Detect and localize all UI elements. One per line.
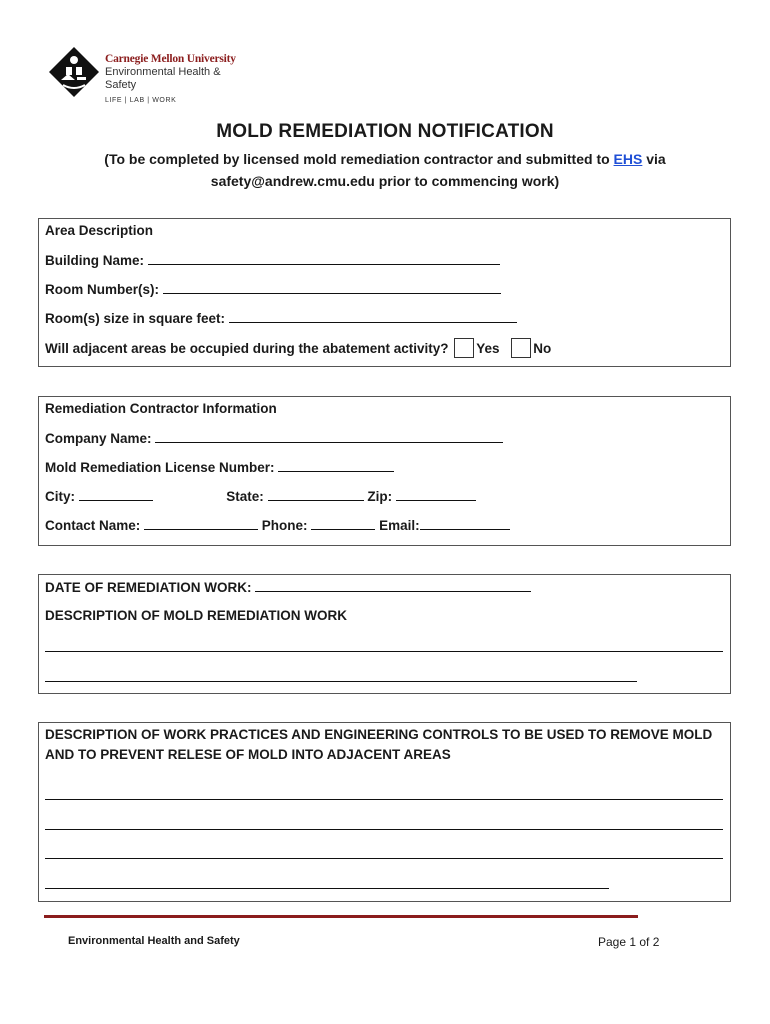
company-name-label: Company Name: (45, 431, 152, 446)
license-number-row (45, 459, 394, 475)
company-name-field[interactable] (155, 430, 503, 443)
work-practices-line-1[interactable] (45, 799, 723, 800)
work-description-line-2[interactable] (45, 681, 637, 682)
room-numbers-field[interactable] (163, 281, 501, 294)
zip-label: Zip: (367, 489, 393, 504)
remediation-date-label: DATE OF REMEDIATION WORK: (45, 580, 252, 595)
cmu-ehs-logo (48, 46, 248, 102)
phone-label: Phone: (261, 518, 308, 533)
contact-name-field[interactable] (144, 517, 258, 530)
adjacent-occupied-question: Will adjacent areas be occupied during the abatement activity? (45, 341, 449, 356)
license-number-label: Mold Remediation License Number: (45, 460, 275, 475)
phone-field[interactable] (311, 517, 375, 530)
work-practices-line-3[interactable] (45, 858, 723, 859)
room-size-field[interactable] (229, 310, 517, 323)
remediation-date-field[interactable] (255, 579, 531, 592)
logo-tagline: LIFE | LAB | WORK (105, 97, 177, 104)
contact-row (45, 517, 510, 533)
work-practices-heading-line-1: DESCRIPTION OF WORK PRACTICES AND ENGINEERING CONTROLS TO BE USED TO REMOVE MOLD (45, 727, 713, 742)
logo-department: Environmental Health & Safety (105, 66, 221, 91)
work-practices-heading-line-2: AND TO PREVENT RELESE OF MOLD INTO ADJACENT AREAS (45, 747, 451, 762)
instructions-email-line: safety@andrew.cmu.edu prior to commencing work) (210, 173, 560, 189)
footer-divider (44, 915, 638, 918)
zip-field[interactable] (396, 488, 476, 501)
work-practices-line-2[interactable] (45, 829, 723, 830)
adjacent-no-label: No (533, 341, 552, 356)
adjacent-no-checkbox[interactable] (511, 338, 531, 358)
city-field[interactable] (79, 488, 153, 501)
building-name-field[interactable] (148, 252, 500, 265)
email-field[interactable] (420, 517, 510, 530)
contractor-section-heading: Remediation Contractor Information (45, 401, 277, 416)
contact-name-label: Contact Name: (45, 518, 141, 533)
adjacent-yes-checkbox[interactable] (454, 338, 474, 358)
logo-university-name: Carnegie Mellon University (105, 53, 236, 65)
work-description-line-1[interactable] (45, 651, 723, 652)
room-numbers-label: Room Number(s): (45, 282, 159, 297)
page-title: MOLD REMEDIATION NOTIFICATION (216, 121, 554, 142)
ehs-diamond-logo-icon (48, 46, 100, 98)
instructions-text-end: via (642, 151, 666, 167)
ehs-link[interactable]: EHS (613, 151, 643, 167)
city-label: City: (45, 489, 75, 504)
room-numbers-row (45, 281, 501, 297)
remediation-date-row (45, 579, 531, 595)
building-name-label: Building Name: (45, 253, 145, 268)
area-section-heading: Area Description (45, 223, 154, 238)
remediation-work-section (38, 574, 731, 694)
room-size-label: Room(s) size in square feet: (45, 311, 226, 326)
instructions-text: (To be completed by licensed mold remediation contractor and submitted to (104, 151, 614, 167)
form-instructions (40, 148, 730, 192)
license-number-field[interactable] (278, 459, 394, 472)
work-description-heading: DESCRIPTION OF MOLD REMEDIATION WORK (45, 608, 347, 623)
adjacent-occupied-row (45, 338, 551, 358)
room-size-row (45, 310, 517, 326)
company-name-row (45, 430, 503, 446)
area-description-section (38, 218, 731, 367)
work-practices-section (38, 722, 731, 902)
city-state-zip-row (45, 488, 476, 504)
adjacent-yes-label: Yes (476, 341, 500, 356)
work-practices-line-4[interactable] (45, 888, 609, 889)
building-name-row (45, 252, 500, 268)
state-label: State: (226, 489, 264, 504)
contractor-info-section (38, 396, 731, 546)
email-label: Email: (379, 518, 420, 533)
state-field[interactable] (268, 488, 364, 501)
page-number: Page 1 of 2 (598, 935, 660, 949)
footer-department: Environmental Health and Safety (68, 935, 240, 947)
